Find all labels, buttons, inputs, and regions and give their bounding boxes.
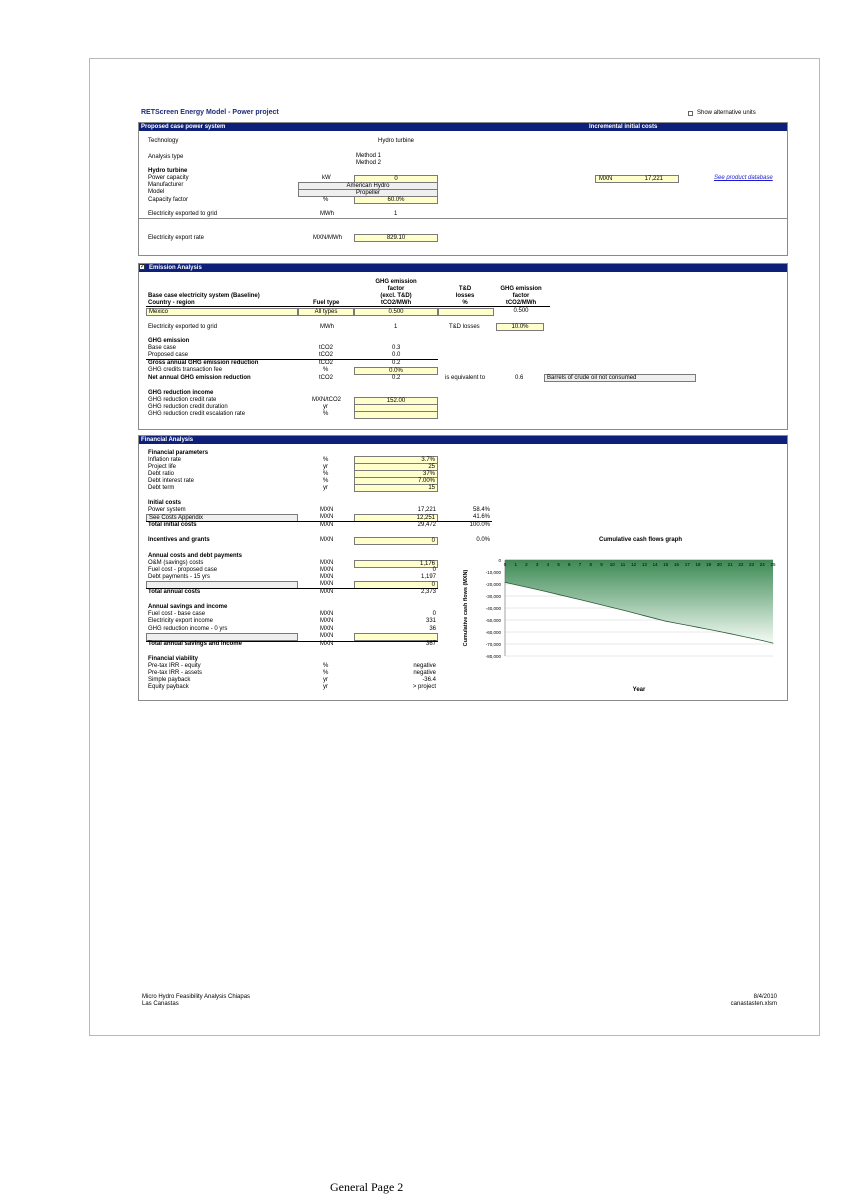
- proposed-case-header: [139, 123, 787, 131]
- td-losses-input[interactable]: [438, 308, 494, 316]
- power-capacity-input[interactable]: 0: [354, 175, 438, 183]
- cash-flow-point: [655, 618, 656, 619]
- annual-costs-heading: Annual costs and debt payments: [148, 553, 243, 559]
- footer-location: Las Canastas: [142, 1001, 179, 1007]
- net-reduction-label: Net annual GHG emission reduction: [148, 375, 251, 381]
- x-tick-label: 8: [589, 562, 593, 567]
- capacity-factor-input[interactable]: 60.0%: [354, 196, 438, 204]
- incremental-cost-field[interactable]: [595, 175, 679, 183]
- col-ghg-factor-3: (excl. T&D): [380, 293, 412, 299]
- fuel-proposed-unit: MXN: [320, 567, 334, 573]
- col-ghg-final-2: factor: [512, 293, 530, 299]
- capacity-factor-label: Capacity factor: [148, 197, 189, 203]
- x-tick-label: 18: [695, 562, 701, 567]
- manufacturer-field[interactable]: American Hydro: [298, 182, 438, 190]
- incentives-pct: 0.0%: [476, 537, 490, 543]
- method2-option[interactable]: Method 2: [356, 160, 382, 166]
- col-td-2: losses: [455, 293, 475, 299]
- annual-savings-heading: Annual savings and income: [148, 604, 228, 610]
- y-tick-label: -70,000: [485, 642, 501, 647]
- cash-flow-point: [762, 640, 763, 641]
- financial-params-heading: Financial parameters: [148, 450, 209, 456]
- inflation-label: Inflation rate: [148, 457, 182, 463]
- em-exported-value: 1: [394, 324, 398, 330]
- cash-flow-point: [558, 594, 559, 595]
- cash-flow-point: [676, 623, 677, 624]
- col-ghg-final-1: GHG emission: [500, 286, 542, 292]
- x-tick-label: 7: [578, 562, 582, 567]
- x-tick-label: 5: [557, 562, 560, 567]
- debt-ratio-input[interactable]: 37%: [354, 470, 438, 478]
- x-tick-label: 1: [514, 562, 517, 567]
- incentives-label: Incentives and grants: [148, 537, 210, 543]
- base-case-value: 0.3: [392, 345, 401, 351]
- x-tick-label: 17: [684, 562, 690, 567]
- credit-escalation-unit: %: [323, 411, 329, 417]
- x-tick-label: 22: [738, 562, 744, 567]
- model-title: RETScreen Energy Model - Power project: [141, 109, 279, 116]
- irr-equity-value: negative: [413, 663, 436, 669]
- inflation-unit: %: [323, 457, 329, 463]
- cash-flow-point: [580, 599, 581, 600]
- debt-term-label: Debt term: [148, 485, 175, 491]
- credit-escalation-input[interactable]: [354, 411, 438, 419]
- inflation-input[interactable]: 3.7%: [354, 456, 438, 464]
- x-tick-label: 23: [749, 562, 755, 567]
- cash-flow-point: [526, 587, 527, 588]
- cash-flow-point: [633, 613, 634, 614]
- exported-grid-value: 1: [394, 211, 398, 217]
- exported-grid-label: Electricity exported to grid: [148, 211, 218, 217]
- credit-rate-unit: MXN/tCO2: [312, 397, 342, 403]
- y-tick-label: -80,000: [485, 654, 501, 659]
- initial-costs-heading: Initial costs: [148, 500, 182, 506]
- see-product-database-link[interactable]: See product database: [714, 175, 773, 181]
- incremental-costs-heading: Incremental initial costs: [589, 124, 658, 130]
- power-capacity-label: Power capacity: [148, 175, 189, 181]
- x-tick-label: 21: [727, 562, 733, 567]
- exported-grid-unit: MWh: [320, 211, 334, 217]
- gross-reduction-unit: tCO2: [319, 360, 334, 366]
- emission-header: [139, 264, 787, 272]
- credits-fee-unit: %: [323, 367, 329, 373]
- power-capacity-unit: kW: [322, 175, 331, 181]
- financial-header: [139, 436, 787, 444]
- debt-term-input[interactable]: 15: [354, 484, 438, 492]
- page-label: General Page 2: [330, 1180, 404, 1194]
- other-income-unit: MXN: [320, 633, 334, 639]
- project-life-label: Project life: [148, 464, 177, 470]
- om-unit: MXN: [320, 560, 334, 566]
- incentives-input[interactable]: 0: [354, 537, 438, 545]
- manufacturer-label: Manufacturer: [148, 182, 184, 188]
- irr-equity-label: Pre-tax IRR - equity: [148, 663, 201, 669]
- x-tick-label: 24: [759, 562, 765, 567]
- simple-payback-unit: yr: [323, 677, 328, 683]
- power-system-unit: MXN: [320, 507, 334, 513]
- cash-flow-point: [698, 627, 699, 628]
- y-tick-label: -40,000: [485, 606, 501, 611]
- footer-project-name: Micro Hydro Feasibility Analysis Chiapas: [142, 994, 251, 1000]
- col-td-1: T&D: [458, 286, 472, 292]
- total-initial-value: 29,472: [417, 522, 436, 528]
- cash-flow-point: [612, 607, 613, 608]
- cash-flow-point: [719, 631, 720, 632]
- show-alt-units-label: Show alternative units: [697, 110, 756, 116]
- ghg-final-value: 0.500: [513, 308, 529, 314]
- project-life-unit: yr: [323, 464, 328, 470]
- fuel-type-header: Fuel type: [313, 300, 340, 306]
- debt-payments-value: 1,197: [420, 574, 436, 580]
- fuel-proposed-value: 0: [432, 567, 436, 573]
- credit-duration-unit: yr: [323, 404, 328, 410]
- cash-flow-point: [569, 597, 570, 598]
- footer-filename: canastasten.xlsm: [730, 1001, 777, 1007]
- see-costs-appendix-field[interactable]: See Costs Appendix: [146, 514, 298, 522]
- y-axis-label: Cumulative cash flows (MXN): [463, 569, 469, 647]
- irr-assets-label: Pre-tax IRR - assets: [148, 670, 203, 676]
- simple-payback-label: Simple payback: [148, 677, 191, 683]
- technology-label: Technology: [148, 138, 179, 144]
- equity-payback-label: Equity payback: [148, 684, 189, 690]
- fuel-base-value: 0: [432, 611, 436, 617]
- fuel-proposed-label: Fuel cost - proposed case: [148, 567, 218, 573]
- viability-heading: Financial viability: [148, 656, 199, 662]
- total-savings-unit: MXN: [320, 641, 334, 647]
- export-income-label: Electricity export income: [148, 618, 214, 624]
- model-label: Model: [148, 189, 165, 195]
- base-case-unit: tCO2: [319, 345, 334, 351]
- cash-flow-point: [590, 602, 591, 603]
- cash-flow-point: [751, 638, 752, 639]
- ghg-income-unit: MXN: [320, 626, 334, 632]
- cash-flow-area: [505, 560, 773, 643]
- incremental-value: 17,221: [644, 176, 663, 182]
- x-tick-label: 3: [535, 562, 539, 567]
- total-annual-label: Total annual costs: [148, 589, 201, 595]
- equity-payback-value: > project: [412, 684, 436, 690]
- project-life-input[interactable]: 25: [354, 463, 438, 471]
- cash-flow-point: [547, 592, 548, 593]
- em-exported-label: Electricity exported to grid: [148, 324, 218, 330]
- gross-reduction-value: 0.2: [392, 360, 401, 366]
- irr-assets-unit: %: [323, 670, 329, 676]
- see-costs-pct: 41.6%: [472, 514, 490, 520]
- analysis-type-label: Analysis type: [148, 154, 184, 160]
- capacity-factor-unit: %: [323, 197, 329, 203]
- cash-flow-point: [687, 625, 688, 626]
- credit-rate-label: GHG reduction credit rate: [148, 397, 217, 403]
- proposed-case-value: 0.0: [392, 352, 401, 358]
- credits-fee-input[interactable]: 0.0%: [354, 367, 438, 375]
- credits-fee-label: GHG credits transaction fee: [148, 367, 223, 373]
- om-input[interactable]: 1,176: [354, 560, 438, 568]
- y-tick-label: -20,000: [485, 582, 501, 587]
- ghg-emission-heading: GHG emission: [148, 338, 190, 344]
- proposed-case-section: [138, 122, 788, 256]
- y-tick-label: 0: [498, 558, 501, 563]
- td-losses-label: T&D losses: [449, 324, 480, 330]
- emission-toggle-checkbox[interactable]: ✓: [140, 264, 146, 270]
- equivalent-value: 0.6: [515, 375, 524, 381]
- proposed-case-unit: tCO2: [319, 352, 334, 358]
- cash-flow-point: [537, 589, 538, 590]
- gross-reduction-label: Gross annual GHG emission reduction: [148, 360, 259, 366]
- total-initial-label: Total initial costs: [148, 522, 197, 528]
- x-tick-label: 15: [663, 562, 669, 567]
- export-rate-input[interactable]: 829.10: [354, 234, 438, 242]
- x-tick-label: 13: [641, 562, 647, 567]
- show-alt-units-checkbox[interactable]: [688, 111, 693, 116]
- export-rate-label: Electricity export rate: [148, 235, 205, 241]
- debt-ratio-label: Debt ratio: [148, 471, 175, 477]
- power-system-value: 17,221: [417, 507, 436, 513]
- fuel-base-unit: MXN: [320, 611, 334, 617]
- ghg-income-heading: GHG reduction income: [148, 390, 214, 396]
- irr-equity-unit: %: [323, 663, 329, 669]
- model-field[interactable]: Propeller: [298, 189, 438, 197]
- cash-flow-point: [601, 604, 602, 605]
- simple-payback-value: -36.4: [422, 677, 436, 683]
- x-tick-label: 12: [631, 562, 637, 567]
- technology-value: Hydro turbine: [378, 138, 415, 144]
- export-income-unit: MXN: [320, 618, 334, 624]
- cash-flow-point: [623, 610, 624, 611]
- net-reduction-value: 0.2: [392, 375, 401, 381]
- debt-payments-label: Debt payments - 15 yrs: [148, 574, 211, 580]
- x-tick-label: 2: [525, 562, 528, 567]
- credit-escalation-label: GHG reduction credit escalation rate: [148, 411, 246, 417]
- cash-flow-point: [773, 643, 774, 644]
- td-losses-value-input[interactable]: 10.0%: [496, 323, 544, 331]
- debt-interest-label: Debt interest rate: [148, 478, 195, 484]
- credit-duration-label: GHG reduction credit duration: [148, 404, 228, 410]
- y-tick-label: -10,000: [485, 570, 501, 575]
- debt-interest-unit: %: [323, 478, 329, 484]
- other-income-input[interactable]: [354, 633, 438, 641]
- x-tick-label: 0: [503, 562, 507, 567]
- cash-flow-chart: [458, 552, 788, 697]
- credit-rate-input[interactable]: 152.00: [354, 397, 438, 405]
- equity-payback-unit: yr: [323, 684, 328, 690]
- footer-date: 8/4/2010: [753, 994, 777, 1000]
- om-label: O&M (savings) costs: [148, 560, 204, 566]
- country-select[interactable]: Mexico: [146, 308, 298, 316]
- irr-assets-value: negative: [413, 670, 436, 676]
- cash-flow-point: [665, 621, 666, 622]
- ghg-income-label: GHG reduction income - 0 yrs: [148, 626, 228, 632]
- x-tick-label: 20: [716, 562, 722, 567]
- x-tick-label: 16: [674, 562, 680, 567]
- cash-flow-point: [708, 629, 709, 630]
- x-tick-label: 19: [706, 562, 712, 567]
- total-savings-label: Total annual savings and income: [148, 641, 242, 647]
- x-tick-label: 6: [568, 562, 571, 567]
- col-td-unit: %: [462, 300, 468, 306]
- export-rate-unit: MXN/MWh: [313, 235, 342, 241]
- cash-flow-point: [644, 615, 645, 616]
- see-costs-unit: MXN: [320, 514, 334, 520]
- col-ghg-factor-unit: tCO2/MWh: [380, 300, 412, 306]
- cash-flow-point: [740, 636, 741, 637]
- y-tick-label: -50,000: [485, 618, 501, 623]
- debt-payments-unit: MXN: [320, 574, 334, 580]
- other-cost-input[interactable]: 0: [354, 581, 438, 589]
- y-tick-label: -60,000: [485, 630, 501, 635]
- x-tick-label: 11: [620, 562, 626, 567]
- fuel-base-label: Fuel cost - base case: [148, 611, 206, 617]
- incentives-unit: MXN: [320, 537, 334, 543]
- power-system-pct: 58.4%: [472, 507, 490, 513]
- emission-heading: Emission Analysis: [149, 265, 202, 271]
- see-costs-input[interactable]: 12,251: [354, 514, 438, 522]
- other-income-field[interactable]: [146, 633, 298, 641]
- col-ghg-factor-1: GHG emission: [375, 279, 417, 285]
- fuel-type-select[interactable]: All types: [298, 308, 354, 316]
- x-tick-label: 9: [600, 562, 603, 567]
- total-annual-value: 2,373: [420, 589, 436, 595]
- debt-interest-input[interactable]: 7.00%: [354, 477, 438, 485]
- baseline-heading: Base case electricity system (Baseline): [148, 293, 260, 299]
- other-cost-unit: MXN: [320, 581, 334, 587]
- incremental-currency: MXN: [599, 176, 613, 182]
- ghg-factor-input[interactable]: 0.500: [354, 308, 438, 316]
- debt-term-unit: yr: [323, 485, 328, 491]
- net-reduction-unit: tCO2: [319, 375, 334, 381]
- country-region-header: Country - region: [148, 300, 195, 306]
- chart-title: Cumulative cash flows graph: [599, 537, 683, 543]
- equivalent-label: is equivalent to: [445, 375, 486, 381]
- x-tick-label: 10: [609, 562, 615, 567]
- method1-option[interactable]: Method 1: [356, 153, 382, 159]
- total-annual-unit: MXN: [320, 589, 334, 595]
- x-tick-label: 4: [546, 562, 550, 567]
- base-case-label: Base case: [148, 345, 177, 351]
- col-ghg-factor-2: factor: [387, 286, 405, 292]
- cash-flow-point: [730, 633, 731, 634]
- total-initial-pct: 100.0%: [469, 522, 490, 528]
- col-ghg-final-unit: tCO2/MWh: [505, 300, 537, 306]
- equivalent-unit-select[interactable]: Barrels of crude oil not consumed: [544, 374, 696, 382]
- ghg-income-value: 36: [429, 626, 436, 632]
- hydro-turbine-heading: Hydro turbine: [148, 168, 188, 174]
- x-axis-label: Year: [632, 687, 646, 693]
- x-tick-label: 14: [652, 562, 658, 567]
- power-system-label: Power system: [148, 507, 186, 513]
- proposed-case-label: Proposed case: [148, 352, 189, 358]
- financial-heading: Financial Analysis: [141, 437, 194, 443]
- proposed-case-heading: Proposed case power system: [141, 124, 226, 130]
- export-income-value: 331: [425, 618, 436, 624]
- y-tick-label: -30,000: [485, 594, 501, 599]
- cash-flow-point: [515, 584, 516, 585]
- total-initial-unit: MXN: [320, 522, 334, 528]
- x-tick-label: 25: [770, 562, 776, 567]
- total-savings-value: 367: [425, 641, 436, 647]
- em-exported-unit: MWh: [320, 324, 334, 330]
- debt-ratio-unit: %: [323, 471, 329, 477]
